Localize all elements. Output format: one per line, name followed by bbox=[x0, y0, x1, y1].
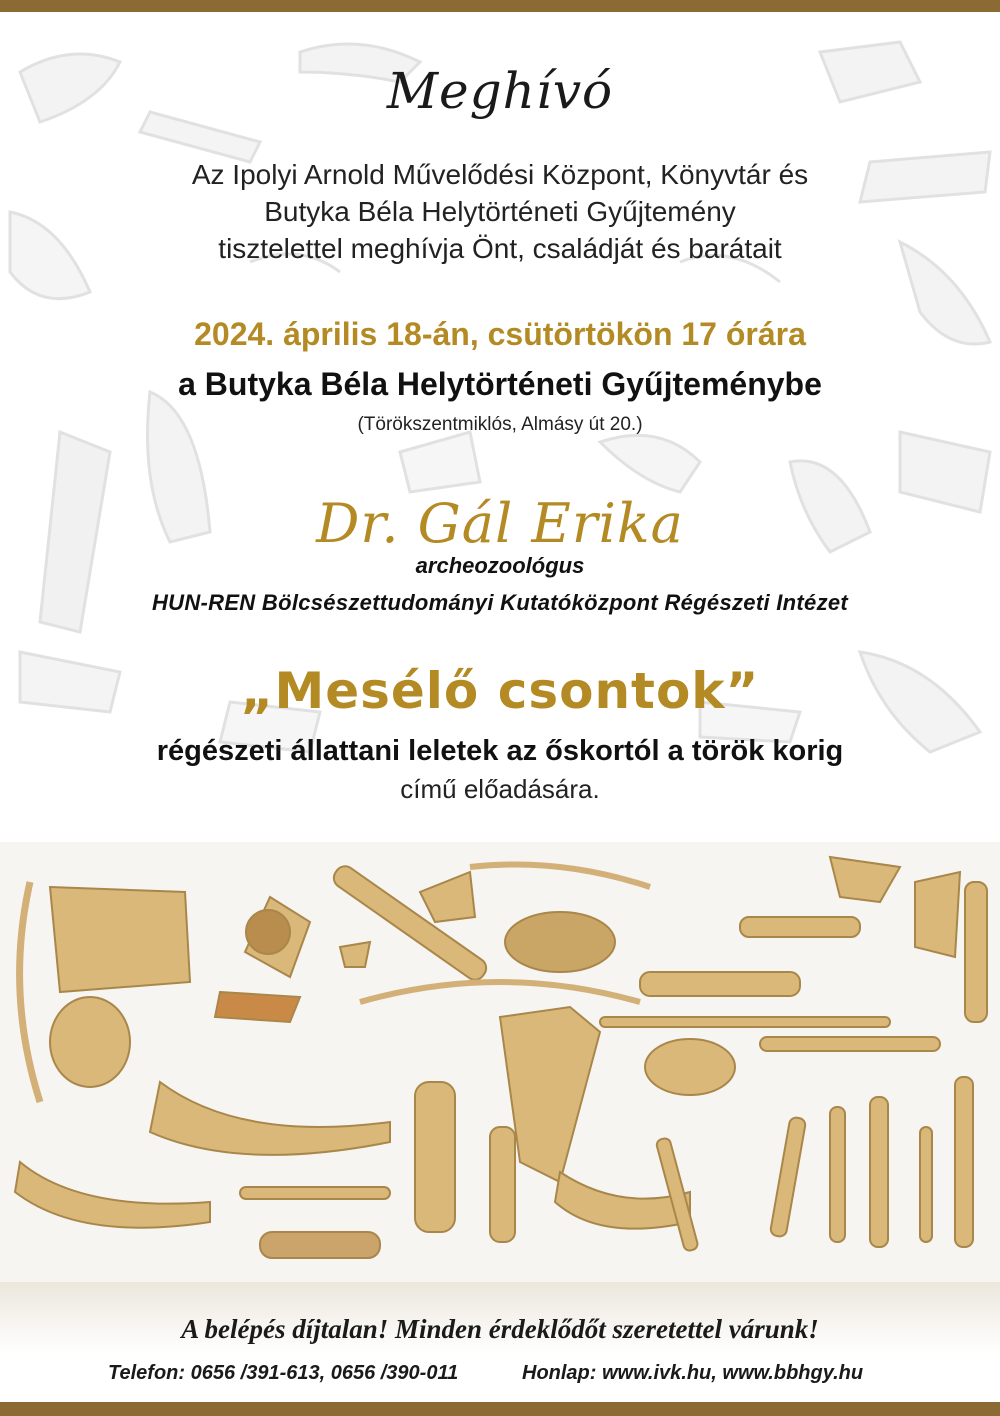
bones-photo bbox=[0, 842, 1000, 1282]
contact-phone: Telefon: 0656 /391-613, 0656 /390-011 bbox=[108, 1362, 459, 1384]
speaker-name: Dr. Gál Erika bbox=[316, 492, 684, 555]
event-venue: a Butyka Béla Helytörténeti Gyűjteménybe bbox=[178, 366, 822, 402]
intro-line: tisztelettel meghívja Önt, családját és barátait bbox=[218, 233, 782, 264]
invitation-title: Meghívó bbox=[386, 62, 614, 120]
lecture-suffix: című előadására. bbox=[400, 774, 600, 804]
bottom-border bbox=[0, 1402, 1000, 1416]
lecture-title: „Mesélő csontok” bbox=[240, 662, 760, 720]
venue-address: (Törökszentmiklós, Almásy út 20.) bbox=[357, 414, 643, 435]
intro-line: Butyka Béla Helytörténeti Gyűjtemény bbox=[264, 196, 736, 227]
intro-line: Az Ipolyi Arnold Művelődési Központ, Könyvtár és bbox=[191, 159, 809, 190]
free-entry-note: A belépés díjtalan! Minden érdeklődőt szeretettel várunk! bbox=[181, 1314, 819, 1344]
intro-text bbox=[0, 156, 1000, 267]
speaker-role: archeozoológus bbox=[415, 553, 585, 578]
lecture-subtitle: régészeti állattani leletek az őskortól a török korig bbox=[156, 735, 844, 767]
top-border bbox=[0, 0, 1000, 12]
contact-website: Honlap: www.ivk.hu, www.bbhgy.hu bbox=[522, 1362, 864, 1384]
speaker-institution: HUN-REN Bölcsészettudományi Kutatóközpont Régészeti Intézet bbox=[151, 590, 849, 615]
event-date: 2024. április 18-án, csütörtökön 17 órára bbox=[194, 316, 806, 352]
